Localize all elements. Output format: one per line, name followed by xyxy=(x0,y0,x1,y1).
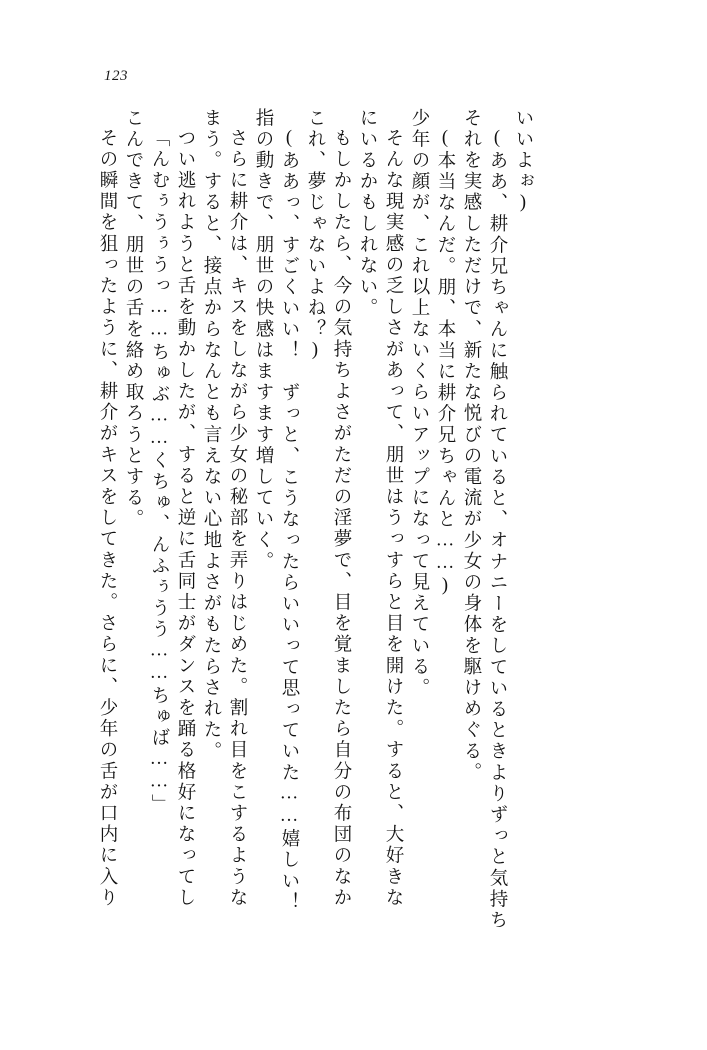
text-column: もしかしたら、今の気持ちよさがただの淫夢で、目を覚ましたら自分の布団のなか xyxy=(331,128,351,909)
text-column: これ、夢じゃないよね？) xyxy=(305,108,325,363)
text-column: つい逃れようと舌を動かしたが、すると逆に舌同士がダンスを踊る格好になってし xyxy=(175,128,195,909)
text-column: いいよぉ) xyxy=(513,108,533,215)
text-column: にいるかもしれない。 xyxy=(357,108,377,319)
text-column: こんできて、朋世の舌を絡め取ろうとする。 xyxy=(123,108,143,530)
text-column: そんな現実感の乏しさがあって、朋世はうっすらと目を開けた。すると、大好きな xyxy=(383,128,403,909)
text-column: 「んむぅうぅうっ……ちゅぶ……くちゅ、んふぅうう……ちゅば……」 xyxy=(149,128,169,816)
page-number: 123 xyxy=(104,68,128,84)
text-column: (ああっ、すごくいい！ ずっと、こうなったらいいって思っていた……嬉しい！ xyxy=(279,128,299,914)
text-column: それを実感しただけで、新たな悦びの電流が少女の身体を駆けめぐる。 xyxy=(461,108,481,784)
text-column: 少年の顔が、これ以上ないくらいアップになって見えている。 xyxy=(409,108,429,699)
text-column: (ああ、耕介兄ちゃんに触られていると、オナニーをしているときよりずっと気持ち xyxy=(487,128,507,932)
text-column: その瞬間を狙ったように、耕介がキスをしてきた。さらに、少年の舌が口内に入り xyxy=(97,128,117,909)
text-column: 指の動きで、朋世の快感はますます増していく。 xyxy=(253,108,273,573)
text-column: まう。すると、接点からなんとも言えない心地よさがもたらされた。 xyxy=(201,108,221,763)
vertical-text-block xyxy=(90,108,635,948)
text-column: さらに耕介は、キスをしながら少女の秘部を弄りはじめた。割れ目をこするような xyxy=(227,128,247,909)
text-column: (本当なんだ。朋、本当に耕介兄ちゃんと……) xyxy=(435,128,455,599)
